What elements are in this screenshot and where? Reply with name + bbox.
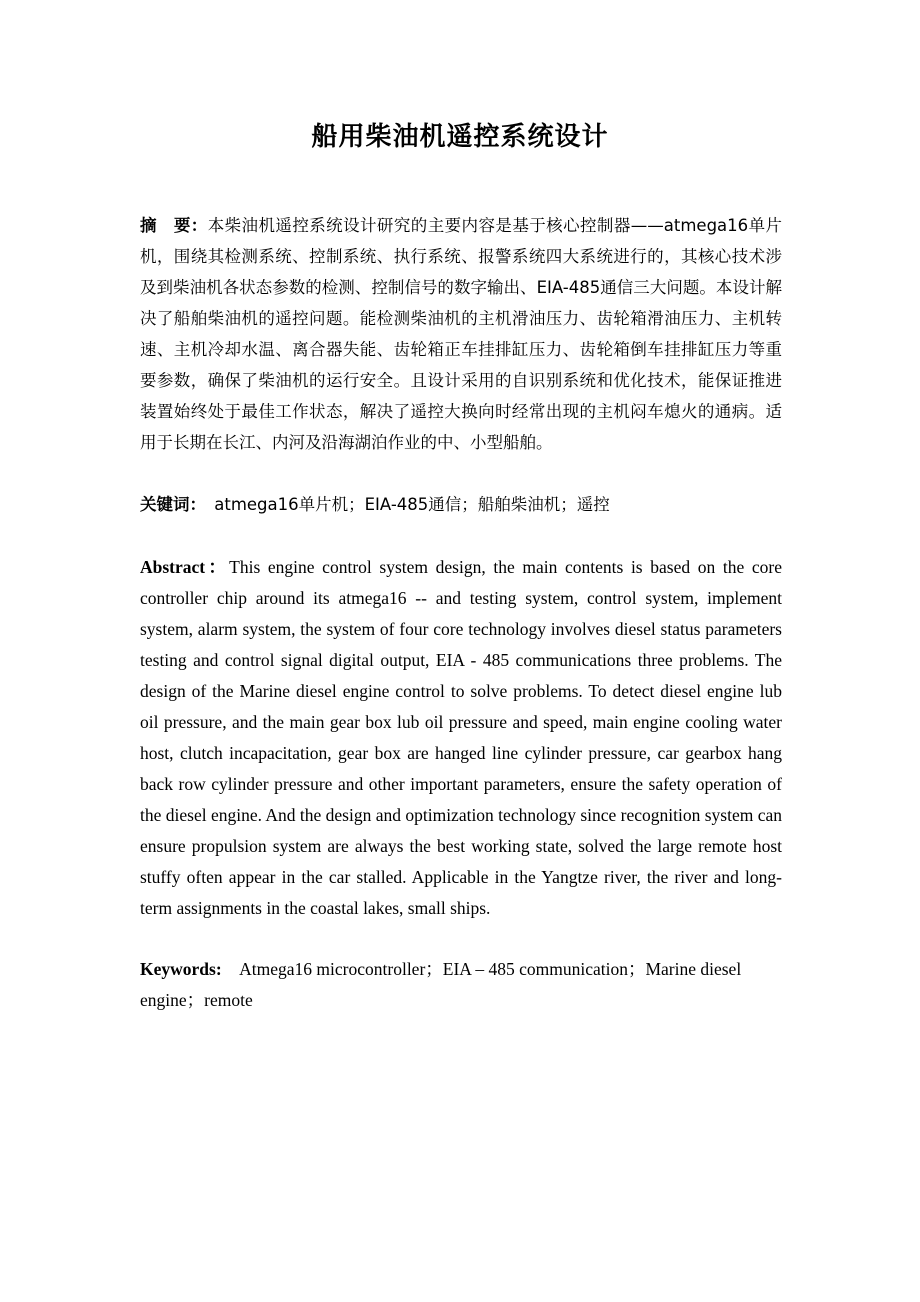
english-keywords-text: Atmega16 microcontroller；EIA – 485 communication；Marine diesel engine；remote: [140, 959, 742, 1010]
chinese-abstract: [140, 210, 782, 458]
chinese-abstract-label: 摘 要：: [140, 216, 208, 235]
chinese-abstract-text: 本柴油机遥控系统设计研究的主要内容是基于核心控制器——atmega16单片机，围绕其检测系统、控制系统、执行系统、报警系统四大系统进行的，其核心技术涉及到柴油机各状态参数的检测、控制信号的数字输出、EIA-485通信三大问题。本设计解决了船舶柴油机的遥控问题。能检测柴油机的主机滑油压力、齿轮箱滑油压力、主机转速、主机冷却水温、离合器失能、齿轮箱正车挂排缸压力、齿轮箱倒车挂排缸压力等重要参数，确保了柴油机的运行安全。且设计采用的自识别系统和优化技术，能保证推进装置始终处于最佳工作状态，解决了遥控大换向时经常出现的主机闷车熄火的通病。适用于长期在长江、内河及沿海湖泊作业的中、小型船舶。: [140, 216, 783, 452]
english-abstract: [140, 552, 782, 924]
english-keywords-label: Keywords:: [140, 959, 222, 979]
english-abstract-text: This engine control system design, the main contents is based on the core controller chip around its atmega16 -- and testing system, control system, implement system, alarm system, the system of four core technology involves diesel status parameters testing and control signal digital output, EIA - 485 communications three problems. The design of the Marine diesel engine control to solve problems. To detect diesel engine lub oil pressure, and the main gear box lub oil pressure and speed, main engine cooling water host, clutch incapacitation, gear box are hanged line cylinder pressure, car gearbox hang back row cylinder pressure and other important parameters, ensure the safety operation of the diesel engine. And the design and optimization technology since recognition system can ensure propulsion system are always the best working state, solved the large remote host stuffy often appear in the car stalled. Applicable in the Yangtze river, the river and long-term assignments in the coastal lakes, small ships.: [140, 557, 782, 918]
english-abstract-label: Abstract：: [140, 557, 230, 577]
chinese-keywords-label: 关键词：: [140, 495, 198, 514]
english-keywords: [140, 954, 782, 1016]
chinese-keywords: [140, 489, 782, 520]
document-title: 船用柴油机遥控系统设计: [311, 122, 609, 152]
chinese-keywords-text: atmega16单片机；EIA-485通信；船舶柴油机；遥控: [197, 495, 610, 514]
